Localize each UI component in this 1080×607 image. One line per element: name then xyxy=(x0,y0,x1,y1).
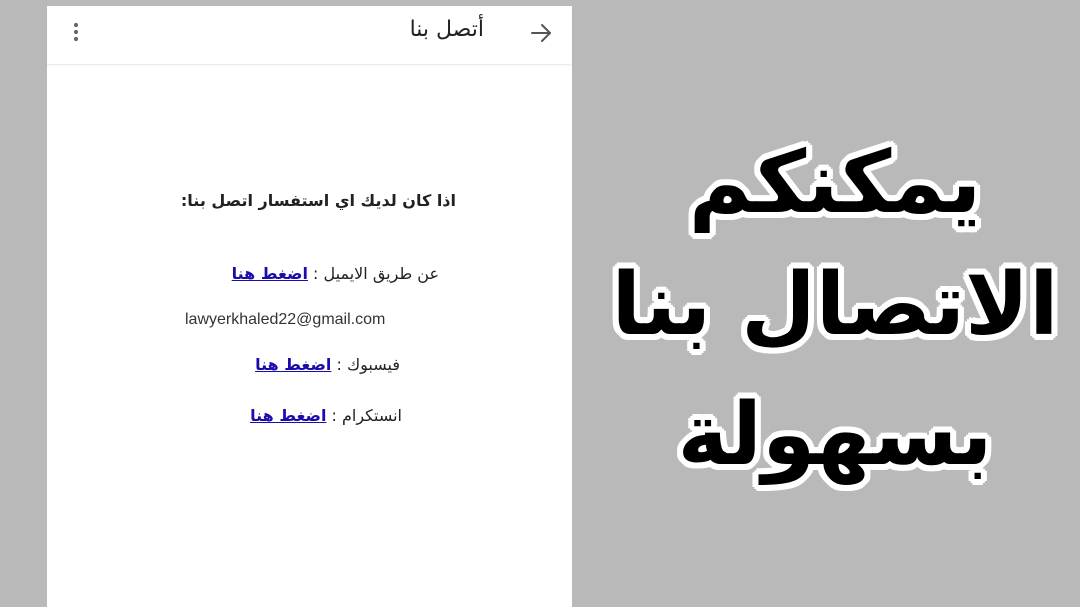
instagram-row xyxy=(250,406,402,425)
instagram-link[interactable]: اضغط هنا xyxy=(250,406,327,425)
email-link[interactable]: اضغط هنا xyxy=(231,264,308,283)
facebook-link[interactable]: اضغط هنا xyxy=(255,355,332,374)
contact-content xyxy=(47,6,572,606)
slogan-line-2: الاتصال بنا xyxy=(611,255,1059,355)
facebook-row xyxy=(255,355,400,374)
email-label: عن طريق الايميل : xyxy=(307,264,439,283)
intro-text: اذا كان لديك اي استفسار اتصل بنا: xyxy=(180,191,456,210)
page-title: أتصل بنا xyxy=(409,17,484,42)
email-address: lawyerkhaled22@gmail.com xyxy=(185,311,386,328)
facebook-label: فيسبوك : xyxy=(331,355,400,374)
instagram-label: انستكرام : xyxy=(326,406,402,425)
email-row xyxy=(232,264,439,283)
slogan-line-3: بسهولة xyxy=(677,385,993,485)
app-screen xyxy=(47,6,572,607)
slogan-line-1: يمكنكم xyxy=(688,133,982,233)
slogan-banner xyxy=(590,0,1080,607)
